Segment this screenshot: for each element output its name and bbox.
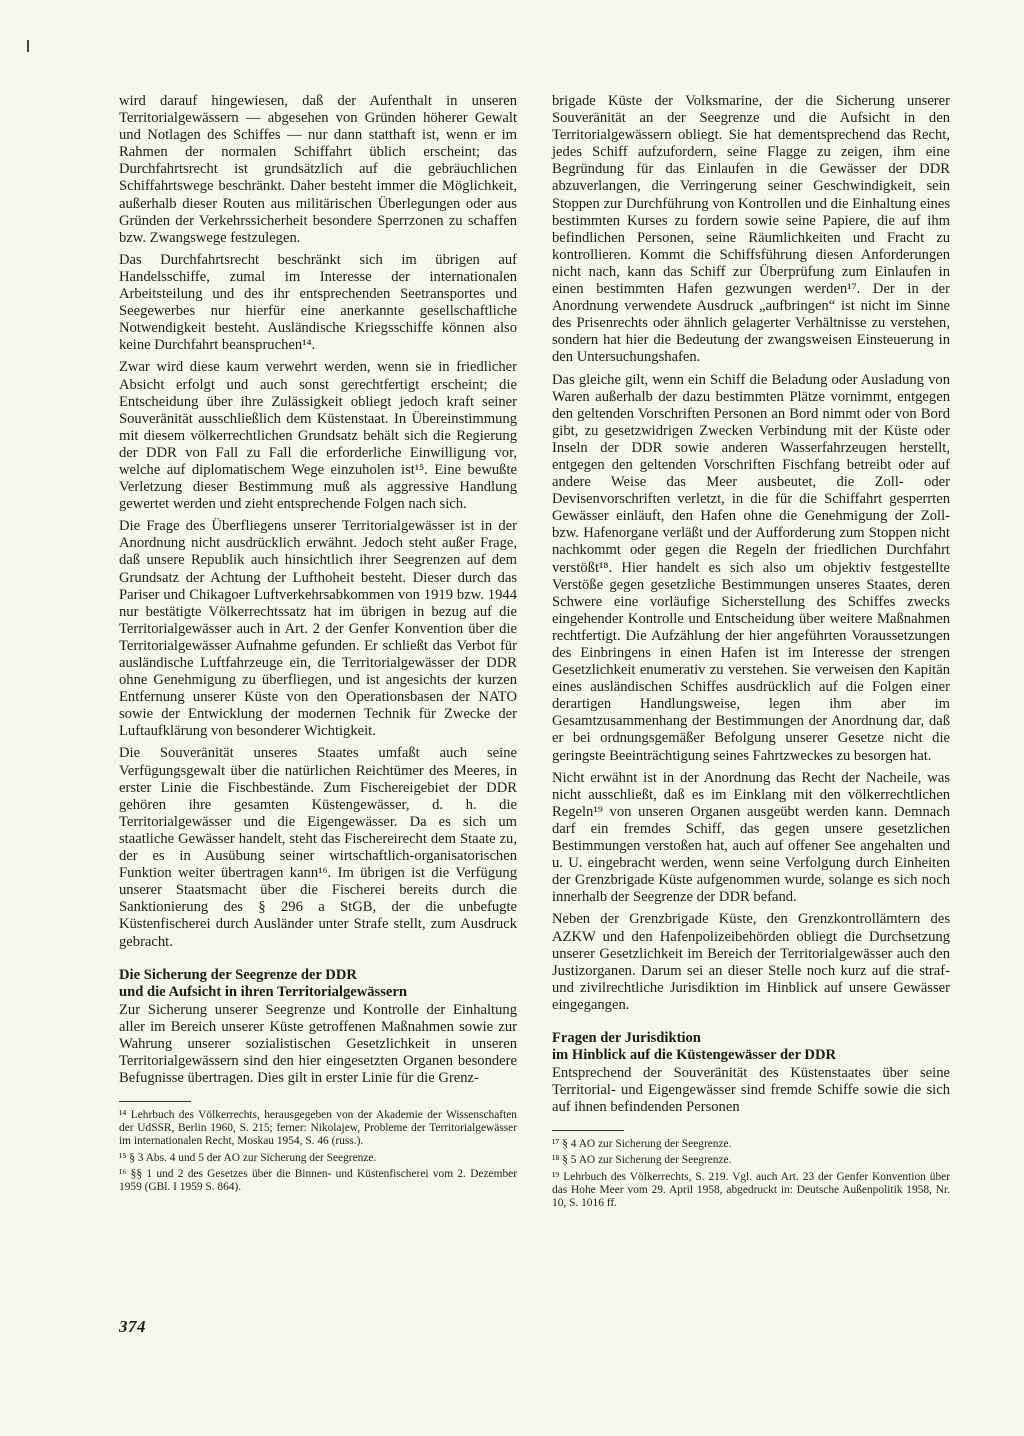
section-heading-line: Die Sicherung der Seegrenze der DDR — [119, 966, 357, 983]
section-heading-line: Fragen der Jurisdiktion — [552, 1029, 701, 1046]
paragraph: brigade Küste der Volksmarine, der die Sicherung unserer Souveränität an der Seegrenze und die Aufsicht in den Territorialgewässern obliegt. Sie hat dementsprechend das Recht, jedes Schiff aufzufordern, seine Flagge zu zeigen, ihm eine Begründung für das Einlaufen in die Gewässer der DDR abzuverlangen, die Verringerung seiner Geschwindigkeit, sein Stoppen zur Durchführung von Kontrollen und die Einhaltung eines bestimmten Kurses zu fordern sowie seine Papiere, die auf ihm befindlichen Personen, seine Räumlichkeiten und Fracht zu kontrollieren. Kommt die Schiffsführung diesen Anforderungen nicht nach, kann das Schiff zur Überprüfung zum Einlaufen in einen bestimmten Hafen gezwungen werden¹⁷. Der in der Anordnung verwendete Ausdruck „aufbringen“ ist nicht im Sinne des Prisenrechts oder ähnlich gelagerter Verhältnisse zu verstehen, sondern hat hier die Bedeutung der zwangsweisen Einsteuerung in den Untersuchungshafen. — [552, 93, 950, 366]
footnote-separator — [119, 1101, 191, 1102]
footnote: ¹⁵ § 3 Abs. 4 und 5 der AO zur Sicherung der Seegrenze. — [119, 1151, 377, 1164]
scan-mark — [27, 40, 29, 52]
footnote: ¹⁶ §§ 1 und 2 des Gesetzes über die Binnen- und Küstenfischerei vom 2. Dezember 1959 (GBl. I 1959 S. 864). — [119, 1167, 517, 1194]
paragraph: Entsprechend der Souveränität des Küstenstaates über seine Territorial- und Eigengewässer sind fremde Schiffe sowie die sich auf ihnen befindenden Personen — [552, 1064, 950, 1116]
paragraph: Das gleiche gilt, wenn ein Schiff die Beladung oder Ausladung von Waren außerhalb der dazu bestimmten Plätze vornimmt, entgegen den geltenden Vorschriften Personen an Bord nimmt oder von Bord gibt, zu gesetzwidrigen Zwecken Verbindung mit der Küste oder Inseln der DDR sowie anderen Wasserfahrzeugen herstellt, entgegen den geltenden Vorschriften Fischfang betreibt oder auf andere Weise das Meer ausbeutet, die Zoll- oder Devisenvorschriften verletzt, in die für die Schiffahrt gesperrten Gewässer einläuft, den Hafen ohne die Genehmigung der Zoll- bzw. Hafenorgane verläßt und der Aufforderung zum Stoppen nicht nachkommt oder gegen die Regeln der friedlichen Durchfahrt verstößt¹⁸. Hier handelt es sich also um objektiv festgestellte Verstöße gegen gesetzliche Bestimmungen unseres Staates, deren Schwere eine vorläufige Sicherstellung des Schiffes zwecks eingehender Kontrolle und Entscheidung über weitere Maßnahmen rechtfertigt. Die Aufzählung der hier angeführten Voraussetzungen des Einbringens in einen Hafen ist im Interesse der strengen Gesetzlichkeit enumerativ zu verstehen. Sie verweisen den Kapitän eines ausländischen Schiffes ausdrücklich auf die Folgen einer derartigen Handlungsweise, legen ihm aber im Gesamtzusammenhang der Bestimmungen der Anordnung dar, daß er bei ordnungsgemäßer Befolgung unserer Gesetze nicht die geringste Beeinträchtigung seines Fahrtzweckes zu besorgen hat. — [552, 371, 950, 764]
paragraph: Zwar wird diese kaum verwehrt werden, wenn sie in friedlicher Absicht erfolgt und auch sonst gerechtfertigt erscheint; die Entscheidung über ihre Zulässigkeit obliegt jedoch kraft seiner Souveränität ausschließlich dem Küstenstaat. In Übereinstimmung mit diesem völkerrechtlichen Grundsatz behält sich die Regierung der DDR von Fall zu Fall die erforderliche Einwilligung vor, welche auf diplomatischem Wege einzuholen ist¹⁵. Eine bewußte Verletzung dieser Bestimmung muß als aggressive Handlung gewertet werden und zieht entsprechende Folgen nach sich. — [119, 359, 517, 513]
page-number: 374 — [119, 1317, 146, 1336]
footnote: ¹⁸ § 5 AO zur Sicherung der Seegrenze. — [552, 1154, 732, 1167]
section-heading-line: und die Aufsicht in ihren Territorialgewässern — [119, 983, 407, 1000]
paragraph: Zur Sicherung unserer Seegrenze und Kontrolle der Einhaltung aller im Bereich unserer Küste getroffenen Maßnahmen sowie zur Wahrung unserer sozialistischen Gesetzlichkeit in unseren Territorialgewässern sind den hier eingesetzten Organen besondere Befugnisse übertragen. Dies gilt in erster Linie für die Grenz- — [119, 1001, 517, 1086]
paragraph: Das Durchfahrtsrecht beschränkt sich im übrigen auf Handelsschiffe, zumal im Interesse der internationalen Arbeitsteilung und des ihr entsprechenden Seetransportes und Seegewerbes nur hierfür eine anerkannte gesellschaftliche Notwendigkeit besteht. Ausländische Kriegsschiffe können also keine Durchfahrt beanspruchen¹⁴. — [119, 251, 517, 354]
section-heading-line: im Hinblick auf die Küstengewässer der DDR — [552, 1046, 837, 1063]
footnote: ¹⁴ Lehrbuch des Völkerrechts, herausgegeben von der Akademie der Wissenschaften der UdSSR, Berlin 1960, S. 215; ferner: Nikolajew, Probleme der Territorialgewässer im internationalen Recht, Moskau 1954, S. 46 (russ.). — [119, 1109, 517, 1148]
paragraph: Die Souveränität unseres Staates umfaßt auch seine Verfügungsgewalt über die natürlichen Reichtümer des Meeres, in erster Linie die Fischbestände. Zum Fischereigebiet der DDR gehören ihre gesamten Küstengewässer, d. h. die Territorialgewässer und die Eigengewässer. Da es sich um staatliche Gewässer handelt, steht das Fischereirecht dem Staate zu, der es in Ausübung seiner wirtschaftlich-organisatorischen Funktion weiter übertragen kann¹⁶. Im übrigen ist die Verfügung unserer Staatsmacht über die Fischerei bereits durch die Sanktionierung des § 296 a StGB, der die unbefugte Küstenfischerei durch Ausländer unter Strafe stellt, zum Ausdruck gebracht. — [119, 745, 517, 950]
right-column — [552, 93, 950, 1213]
paragraph: wird darauf hingewiesen, daß der Aufenthalt in unseren Territorialgewässern — abgesehen von Gründen höherer Gewalt und Notlagen des Schiffes — nur dann statthaft ist, wenn er im Rahmen der normalen Schiffahrt üblich erscheint; das Durchfahrtsrecht ist grundsätzlich auf die gebräuchlichen Schiffahrtswege beschränkt. Daher besteht immer die Möglichkeit, außerhalb dieser Routen aus militärischen Überlegungen oder aus Gründen der Verkehrssicherheit besondere Sperrzonen zu schaffen bzw. Zwangswege festzulegen. — [119, 93, 517, 246]
paragraph: Nicht erwähnt ist in der Anordnung das Recht der Nacheile, was nicht ausschließt, daß es im Einklang mit den völkerrechtlichen Regeln¹⁹ von unseren Organen ausgeübt werden kann. Demnach darf ein fremdes Schiff, das gegen unsere gesetzlichen Bestimmungen verstoßen hat, auch auf offener See angehalten und u. U. eingebracht werden, wenn seine Verfolgung durch Einheiten der Grenzbrigade Küste aufgenommen wurde, solange es sich noch innerhalb der Seegrenze der DDR befand. — [552, 769, 950, 906]
footnotes — [119, 1109, 517, 1194]
paragraph: Die Frage des Überfliegens unserer Territorialgewässer ist in der Anordnung nicht ausdrücklich erwähnt. Jedoch steht außer Frage, daß unsere Republik auch hinsichtlich ihrer Seegrenzen auf dem Grundsatz der Achtung der Lufthoheit besteht. Dieser durch das Pariser und Chikagoer Luftverkehrsabkommen von 1919 bzw. 1944 nur bestätigte Völkerrechtssatz hat im übrigen in bezug auf die Territorialgewässer auch in Art. 2 der Genfer Konvention über die Territorialgewässer Aufnahme gefunden. Er schließt das Verbot für ausländische Luftfahrzeuge ein, die Territorialgewässer der DDR ohne Genehmigung zu überfliegen, und ist angesichts der kurzen Entfernung unserer Küste von den Operationsbasen der NATO sowie der Entwicklung der modernen Technik für Zwecke der Luftaufklärung von besonderer Wichtigkeit. — [119, 518, 517, 740]
left-column — [119, 93, 517, 1197]
footnote: ¹⁷ § 4 AO zur Sicherung der Seegrenze. — [552, 1138, 732, 1151]
footnote-separator — [552, 1130, 624, 1131]
paragraph: Neben der Grenzbrigade Küste, den Grenzkontrollämtern des AZKW und den Hafenpolizeibehörden obliegt die Durchsetzung unserer Gesetzlichkeit im Bereich der Territorialgewässer auch den Justizorganen. Darum sei an dieser Stelle noch kurz auf die straf- und zivilrechtliche Jurisdiktion im Hinblick auf unsere Gewässer eingegangen. — [552, 911, 950, 1013]
section-heading — [552, 1030, 950, 1064]
footnotes — [552, 1138, 950, 1210]
section-heading — [119, 967, 517, 1001]
footnote: ¹⁹ Lehrbuch des Völkerrechts, S. 219. Vgl. auch Art. 23 der Genfer Konvention über das Hohe Meer vom 29. April 1958, abgedruckt in: Deutsche Außenpolitik 1958, Nr. 10, S. 1016 ff. — [552, 1170, 950, 1210]
